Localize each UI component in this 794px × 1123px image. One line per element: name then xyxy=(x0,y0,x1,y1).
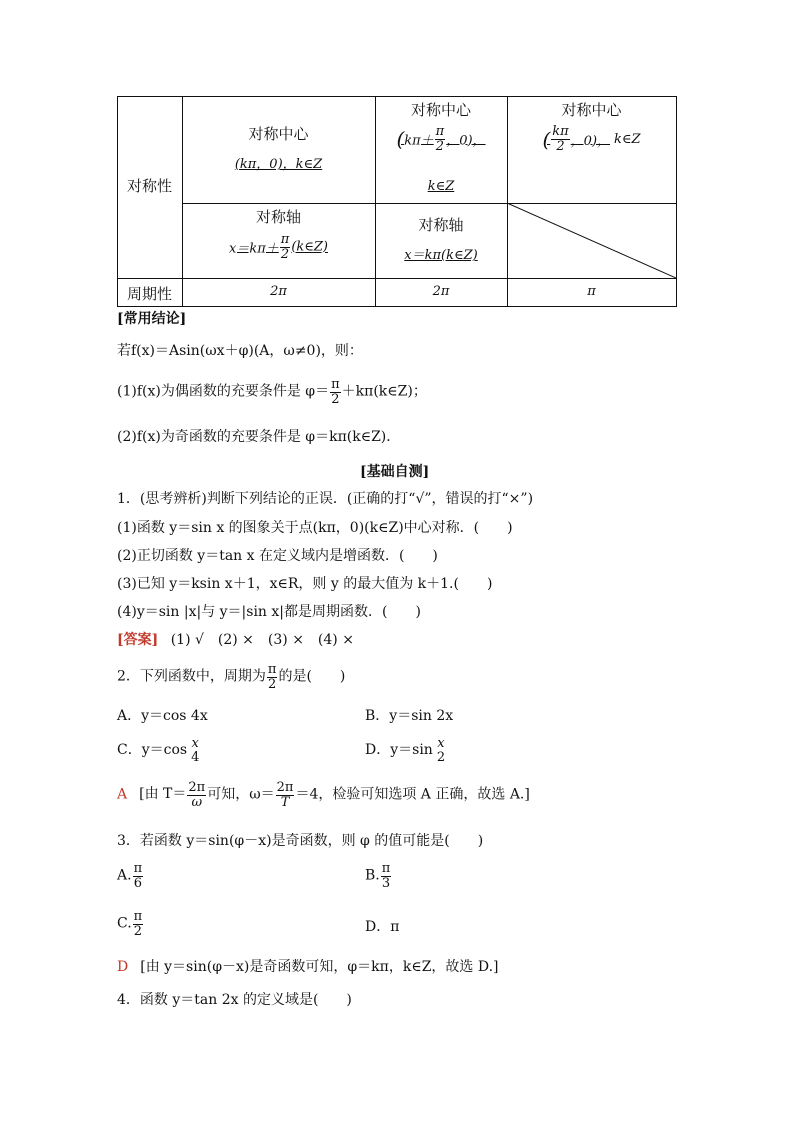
cos-center-k: k∈Z xyxy=(427,179,455,194)
q2-option-d: D．y＝sin x 2 xyxy=(365,736,446,765)
q1-statement-2: (2)正切函数 y＝tan x 在定义域内是增函数．( ) xyxy=(117,548,438,564)
cos-axis-title: 对称轴 xyxy=(418,216,464,234)
conclusion-item-1: (1)f(x)为偶函数的充要条件是 φ＝ $\frac{\pi}{2}$ ＋kπ(k∈Z)； xyxy=(117,377,427,407)
q1-statement-1: (1)函数 y＝sin x 的图象关于点(kπ，0)(k∈Z)中心对称．( ) xyxy=(117,520,513,536)
q3-option-c: C. $\frac{\pi}{2}$ xyxy=(117,909,143,939)
sin-center-title: 对称中心 xyxy=(248,125,309,143)
q2-explanation: A [由 T＝ $\frac{2\pi}{\omega}$ 可知，ω＝ $\frac{2\pi}{T}$ ＝4，检验可知选项 A 正确，故选 A.] xyxy=(117,780,530,810)
self-test-heading: [基础自测] xyxy=(360,464,430,480)
sin-center-value: (kπ，0)，k∈Z xyxy=(234,157,323,172)
tan-center-title: 对称中心 xyxy=(561,101,622,119)
q1-answer: [答案] (1) √ (2) × (3) × (4) × xyxy=(117,632,354,648)
tan-center-value: ( $\frac{k\pi}{2}$ ，0)， k∈Z xyxy=(542,124,641,154)
q2-option-c: C．y＝cos x 4 xyxy=(117,736,200,765)
period-label: 周期性 xyxy=(126,285,172,303)
q2-option-b: B．y＝sin 2x xyxy=(365,708,454,724)
q3-option-a: A. $\frac{\pi}{6}$ xyxy=(117,861,143,891)
cos-center-title: 对称中心 xyxy=(410,101,471,119)
period-tan: π xyxy=(587,284,596,299)
empty-cell-diagonal xyxy=(507,203,676,278)
q1-statement-4: (4)y＝sin |x|与 y＝|sin x|都是周期函数．( ) xyxy=(117,604,421,620)
q4-stem: 4．函数 y＝tan 2x 的定义域是( ) xyxy=(117,992,352,1008)
q3-stem: 3．若函数 y＝sin(φ－x)是奇函数，则 φ 的值可能是( ) xyxy=(117,833,484,849)
period-sin: 2π xyxy=(270,284,287,299)
answer-tag: [答案] xyxy=(117,632,159,648)
q1-statement-3: (3)已知 y＝ksin x＋1，x∈R，则 y 的最大值为 k＋1.( ) xyxy=(117,576,493,592)
q3-option-b: B. $\frac{\pi}{3}$ xyxy=(365,861,391,891)
period-cos: 2π xyxy=(432,284,450,299)
conclusion-intro: 若f(x)＝Asin(ωx＋φ)(A，ω≠0)，则： xyxy=(117,343,363,359)
sin-axis-value: x＝kπ＋ $\frac{\pi}{2}$ (k∈Z) xyxy=(229,232,328,262)
conclusion-heading: [常用结论] xyxy=(117,311,187,327)
cos-center-value: (kπ＋ $\frac{\pi}{2}$ ，0)， xyxy=(396,124,486,154)
q3-explanation: D [由 y＝sin(φ－x)是奇函数可知，φ＝kπ，k∈Z，故选 D.] xyxy=(117,959,499,975)
cos-axis-value: x＝kπ(k∈Z) xyxy=(404,248,478,263)
conclusion-item-2: (2)f(x)为奇函数的充要条件是 φ＝kπ(k∈Z)． xyxy=(117,429,401,445)
sin-axis-title: 对称轴 xyxy=(255,208,301,226)
q3-option-d: D．π xyxy=(365,919,400,935)
symmetry-label: 对称性 xyxy=(126,177,172,195)
q1-stem: 1．(思考辨析)判断下列结论的正误．(正确的打“√”，错误的打“×”) xyxy=(117,491,534,507)
q2-option-a: A．y＝cos 4x xyxy=(117,708,208,724)
q2-stem: 2．下列函数中，周期为 $\frac{\pi}{2}$ 的是( ) xyxy=(117,662,346,692)
